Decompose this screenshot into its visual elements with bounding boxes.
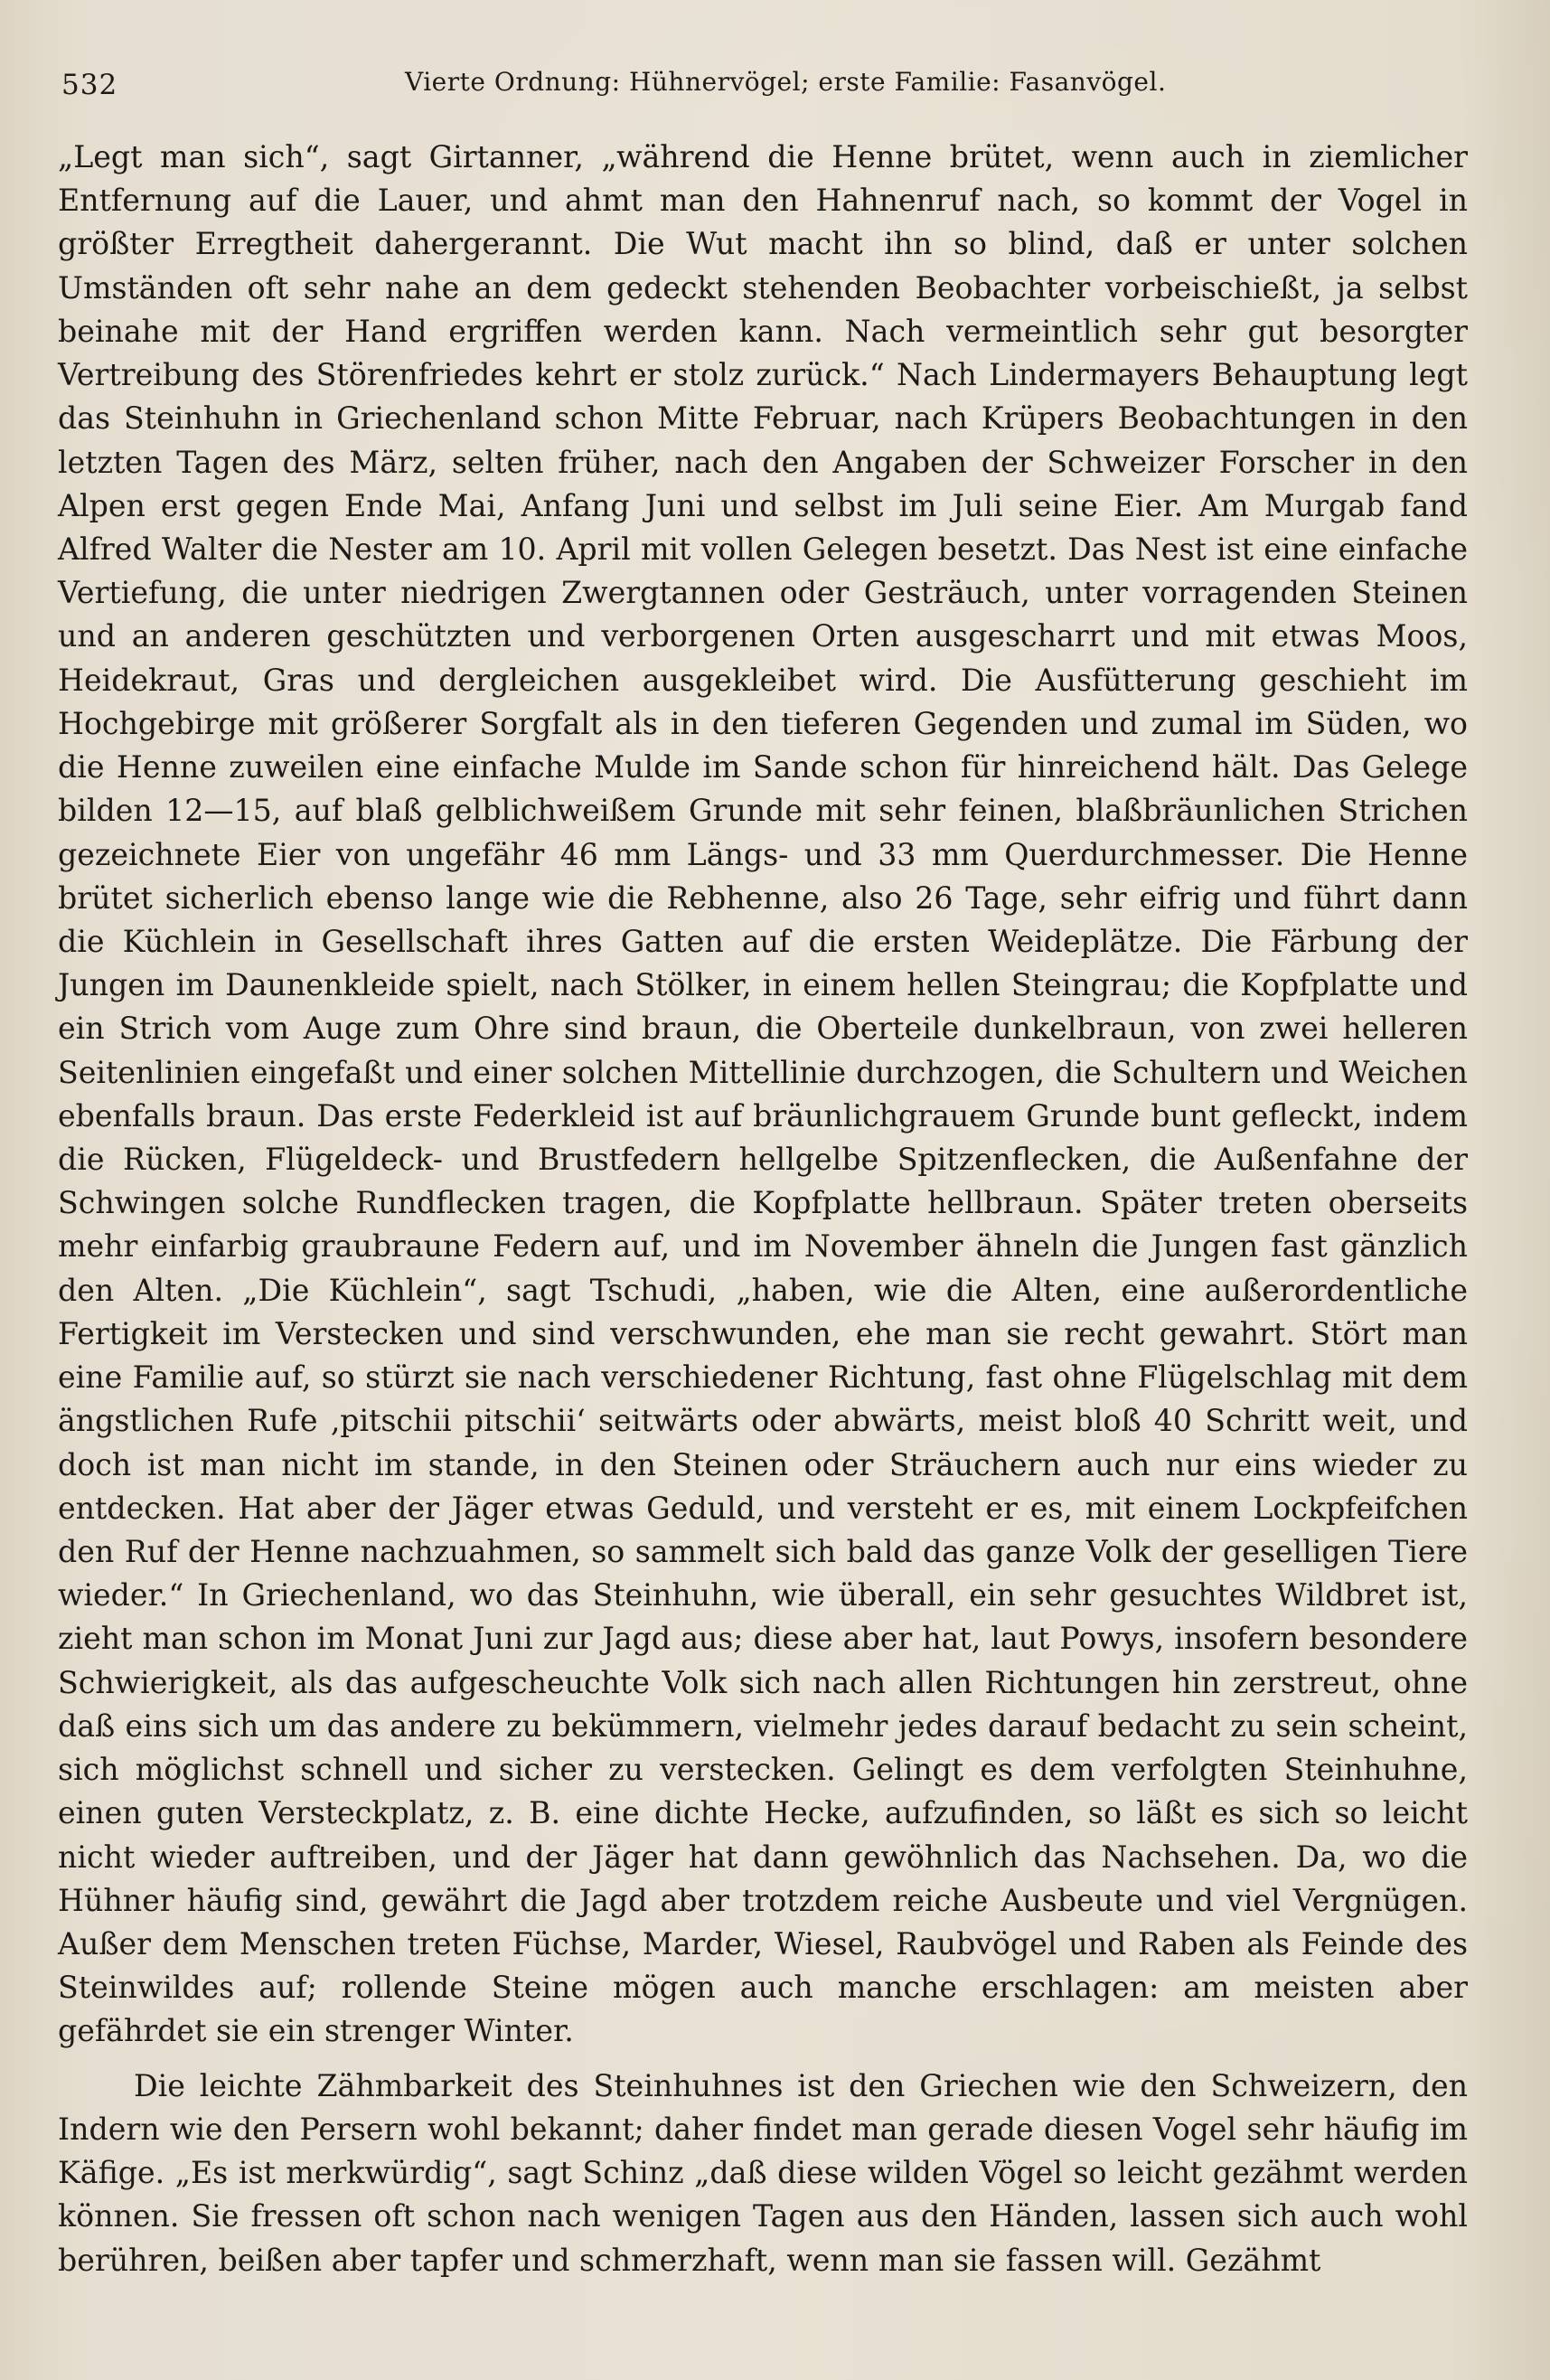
paragraph-2: Die leichte Zähmbarkeit des Steinhuhnes ist den Griechen wie den Schweizern, den Indern wie den Persern wohl bekannt; daher findet man gerade diesen Vogel sehr häufig im Käfige. „Es ist merkwürdig“, sagt Schinz „daß diese wilden Vögel so leicht gezähmt werden können. Sie fressen oft schon nach wenigen Tagen aus den Händen, lassen sich auch wohl berühren, beißen aber tapfer und schmerzhaft, wenn man sie fassen will. Gezähmt xyxy=(58,2067,1468,2278)
body-text xyxy=(58,136,1468,2282)
paragraph-1: „Legt man sich“, sagt Girtanner, „während die Henne brütet, wenn auch in ziemlicher Entfernung auf die Lauer, und ahmt man den Hahnenruf nach, so kommt der Vogel in größter Erregtheit dahergerannt. Die Wut macht ihn so blind, daß er unter solchen Umständen oft sehr nahe an dem gedeckt stehenden Beobachter vorbeischießt, ja selbst beinahe mit der Hand ergriffen werden kann. Nach vermeintlich sehr gut besorgter Vertreibung des Störenfriedes kehrt er stolz zurück.“ Nach Lindermayers Behauptung legt das Steinhuhn in Griechenland schon Mitte Februar, nach Krüpers Beobachtungen in den letzten Tagen des März, selten früher, nach den Angaben der Schweizer Forscher in den Alpen erst gegen Ende Mai, Anfang Juni und selbst im Juli seine Eier. Am Murgab fand Alfred Walter die Nester am 10. April mit vollen Gelegen besetzt. Das Nest ist eine einfache Vertiefung, die unter niedrigen Zwergtannen oder Gesträuch, unter vorragenden Steinen und an anderen geschützten und verborgenen Orten ausgescharrt und mit etwas Moos, Heidekraut, Gras und dergleichen ausgekleibet wird. Die Ausfütterung geschieht im Hochgebirge mit größerer Sorgfalt als in den tieferen Gegenden und zumal im Süden, wo die Henne zuweilen eine einfache Mulde im Sande schon für hinreichend hält. Das Gelege bilden 12—15, auf blaß gelblichweißem Grunde mit sehr feinen, blaßbräunlichen Strichen gezeichnete Eier von ungefähr 46 mm Längs- und 33 mm Querdurchmesser. Die Henne brütet sicherlich ebenso lange wie die Rebhenne, also 26 Tage, sehr eifrig und führt dann die Küchlein in Gesellschaft ihres Gatten auf die ersten Weideplätze. Die Färbung der Jungen im Daunenkleide spielt, nach Stölker, in einem hellen Steingrau; die Kopfplatte und ein Strich vom Auge zum Ohre sind braun, die Oberteile dunkelbraun, von zwei helleren Seitenlinien eingefaßt und einer solchen Mittellinie durchzogen, die Schultern und Weichen ebenfalls braun. Das erste Federkleid ist auf bräunlichgrauem Grunde bunt gefleckt, indem die Rücken, Flügeldeck- und Brustfedern hellgelbe Spitzenflecken, die Außenfahne der Schwingen solche Rundflecken tragen, die Kopfplatte hellbraun. Später treten oberseits mehr einfarbig graubraune Federn auf, und im November ähneln die Jungen fast gänzlich den Alten. „Die Küchlein“, sagt Tschudi, „haben, wie die Alten, eine außerordentliche Fertigkeit im Verstecken und sind verschwunden, ehe man sie recht gewahrt. Stört man eine Familie auf, so stürzt sie nach verschiedener Richtung, fast ohne Flügelschlag mit dem ängstlichen Rufe ‚pitschii pitschii‘ seitwärts oder abwärts, meist bloß 40 Schritt weit, und doch ist man nicht im stande, in den Steinen oder Sträuchern auch nur eins wieder zu entdecken. Hat aber der Jäger etwas Geduld, und versteht er es, mit einem Lockpfeifchen den Ruf der Henne nachzuahmen, so sammelt sich bald das ganze Volk der geselligen Tiere wieder.“ In Griechenland, wo das Steinhuhn, wie überall, ein sehr gesuchtes Wildbret ist, zieht man schon im Monat Juni zur Jagd aus; diese aber hat, laut Powys, insofern besondere Schwierigkeit, als das aufgescheuchte Volk sich nach allen Richtungen hin zerstreut, ohne daß eins sich um das andere zu bekümmern, vielmehr jedes darauf bedacht zu sein scheint, sich möglichst schnell und sicher zu verstecken. Gelingt es dem verfolgten Steinhuhne, einen guten Versteckplatz, z. B. eine dichte Hecke, aufzufinden, so läßt es sich so leicht nicht wieder auftreiben, und der Jäger hat dann gewöhnlich das Nachsehen. Da, wo die Hühner häufig sind, gewährt die Jagd aber trotzdem reiche Ausbeute und viel Vergnügen. Außer dem Menschen treten Füchse, Marder, Wiesel, Raubvögel und Raben als Feinde des Steinwildes auf; rollende Steine mögen auch manche erschlagen: am meisten aber gefährdet sie ein strenger Winter. xyxy=(58,139,1468,2049)
page-number: 532 xyxy=(61,69,118,101)
running-head: Vierte Ordnung: Hühnervögel; erste Familie: Fasanvögel. xyxy=(405,67,1167,97)
page-header xyxy=(61,61,1471,107)
